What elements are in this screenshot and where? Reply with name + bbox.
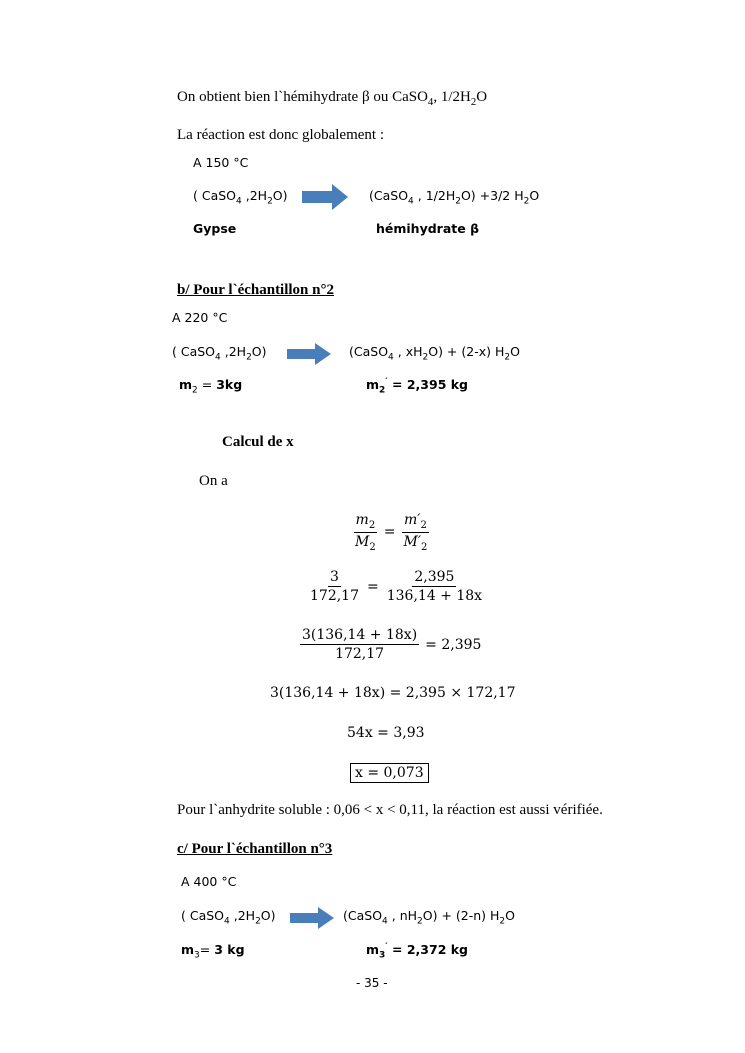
calc-title: Calcul de x — [222, 434, 294, 450]
reaction-intro: La réaction est donc globalement : — [177, 127, 385, 143]
page-number: - 35 - — [356, 976, 388, 990]
mass-m2-prime: $m_2' = 2,395$ kg — [366, 377, 469, 396]
anhydrite-note: Pour l`anhydrite soluble : 0,06 < x < 0,11, la réaction est aussi vérifiée. — [177, 802, 603, 818]
reaction2-arrow-icon — [287, 343, 331, 365]
reaction1-reactant: ( CaSO$_4$ $,2H_2O$) — [193, 188, 288, 207]
equation-simplified: 54x = 3,93 — [347, 725, 425, 741]
reaction1-arrow-icon — [302, 184, 348, 210]
on-a-text: On a — [199, 473, 228, 489]
reaction2-reactant: ( CaSO$_4$ $,2H_2O$) — [172, 344, 267, 363]
reaction2-temperature: A 220 °C — [172, 310, 228, 325]
reaction3-arrow-icon — [290, 907, 334, 929]
equation-ratio: $\frac{m_2}{M_2}$ = $\frac{m'_2}{M'_2}$ — [355, 512, 428, 553]
mass-m3-prime: $m_3' = 2,372$ kg — [366, 942, 469, 961]
reaction3-temperature: A 400 °C — [181, 874, 237, 889]
section-c-title: c/ Pour l`échantillon n°3 — [177, 841, 333, 857]
intro-line: On obtient bien l`hémihydrate β ou CaSO$_4$, $1/2H_2O$ — [177, 89, 488, 108]
reaction1-temperature: A 150 °C — [193, 155, 249, 170]
mass-m2: $m_2 = 3kg$ — [179, 377, 243, 396]
reaction3-reactant: ( CaSO$_4$ $,2H_2O$) — [181, 908, 276, 927]
reaction1-product: (CaSO$_4$ , $1/2H_2O) +3/2$ $H_2O$ — [369, 188, 540, 207]
equation-rearranged: $\frac{3(136,14 + 18x)}{172,17}$ = 2,395 — [302, 627, 482, 662]
section-b-title: b/ Pour l`échantillon n°2 — [177, 282, 334, 298]
equation-expanded: 3(136,14 + 18x) = 2,395 × 172,17 — [270, 685, 516, 701]
mass-m3: $m_3= 3$ kg — [181, 942, 245, 961]
reaction2-product: (CaSO$_4$ , $xH_2O) + (2-x)$ $H_2O$ — [349, 344, 520, 363]
reaction3-product: (CaSO$_4$ , $nH_2O) + (2-n)$ $H_2O$ — [343, 908, 515, 927]
equation-result-boxed: x = 0,073 — [350, 763, 429, 783]
equation-substituted: $\frac{3}{172,17}$ = $\frac{2,395}{136,14 + 18x}$ — [310, 569, 483, 604]
reactant-name-gypse: Gypse — [193, 221, 237, 236]
product-name-hemihydrate: hémihydrate β — [376, 221, 480, 236]
